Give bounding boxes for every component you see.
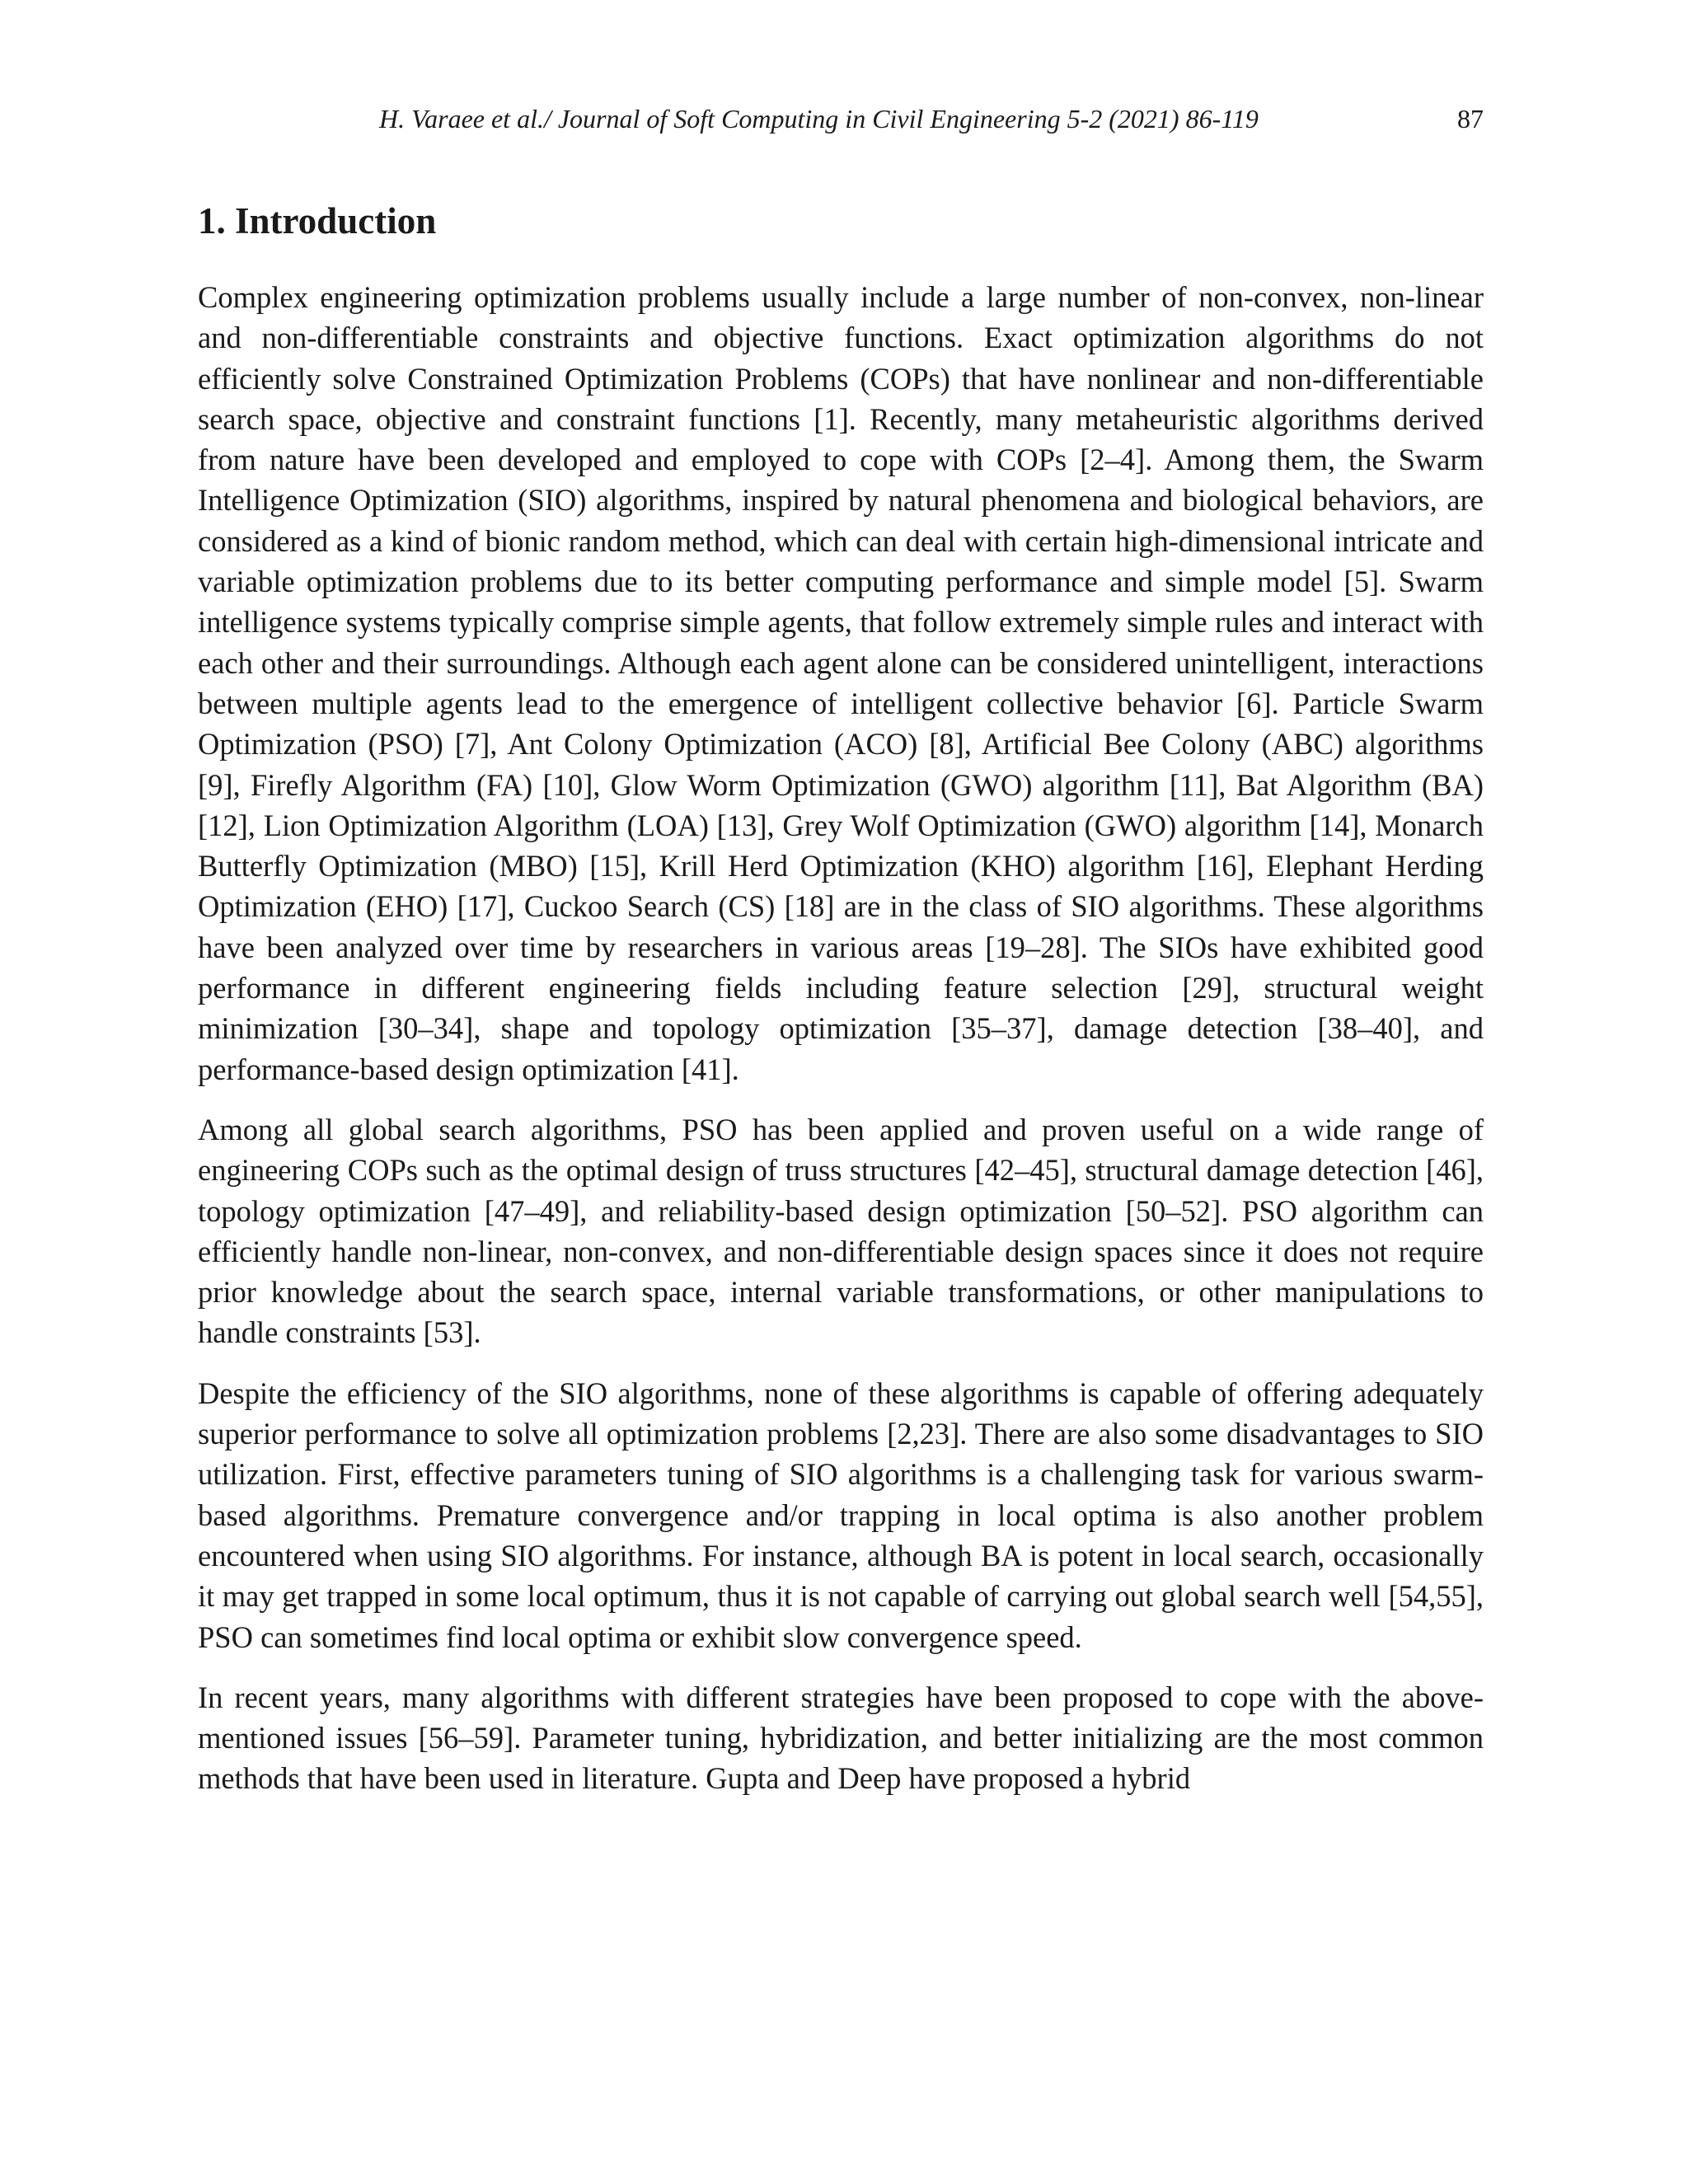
paragraph-3: Despite the efficiency of the SIO algorithms, none of these algorithms is capable of offering adequately superior performance to solve all optimization problems [2,23]. There are also some disadvantages to SIO utilization. First, effective parameters tuning of SIO algorithms is a challenging task for various swarm-based algorithms. Premature convergence and/or trapping in local optima is also another problem encountered when using SIO algorithms. For instance, although BA is potent in local search, occasionally it may get trapped in some local optimum, thus it is not capable of carrying out global search well [54,55], PSO can sometimes find local optima or exhibit slow convergence speed. — [198, 1376, 1484, 1654]
paragraph-1: Complex engineering optimization problems usually include a large number of non-convex, non-linear and non-differentiable constraints and objective functions. Exact optimization algorithms do not efficiently solve Constrained Optimization Problems (COPs) that have nonlinear and non-differentiable search space, objective and constraint functions [1]. Recently, many metaheuristic algorithms derived from nature have been developed and employed to cope with COPs [2–4]. Among them, the Swarm Intelligence Optimization (SIO) algorithms, inspired by natural phenomena and biological behaviors, are considered as a kind of bionic random method, which can deal with certain high-dimensional intricate and variable optimization problems due to its better computing performance and simple model [5]. Swarm intelligence systems typically comprise simple agents, that follow extremely simple rules and interact with each other and their surroundings. Although each agent alone can be considered unintelligent, interactions between multiple agents lead to the emergence of intelligent collective behavior [6]. Particle Swarm Optimization (PSO) [7], Ant Colony Optimization (ACO) [8], Artificial Bee Colony (ABC) algorithms [9], Firefly Algorithm (FA) [10], Glow Worm Optimization (GWO) algorithm [11], Bat Algorithm (BA) [12], Lion Optimization Algorithm (LOA) [13], Grey Wolf Optimization (GWO) algorithm [14], Monarch Butterfly Optimization (MBO) [15], Krill Herd Optimization (KHO) algorithm [16], Elephant Herding Optimization (EHO) [17], Cuckoo Search (CS) [18] are in the class of SIO algorithms. These algorithms have been analyzed over time by researchers in various areas [19–28]. The SIOs have exhibited good performance in different engineering fields including feature selection [29], structural weight minimization [30–34], shape and topology optimization [35–37], damage detection [38–40], and performance-based design optimization [41]. — [198, 280, 1484, 1086]
section-heading: 1. Introduction — [198, 200, 437, 241]
journal-citation: H. Varaee et al./ Journal of Soft Computing in Civil Engineering 5-2 (2021) 86-119 — [379, 104, 1259, 134]
running-header — [198, 97, 1484, 140]
paragraph-2: Among all global search algorithms, PSO has been applied and proven useful on a wide range of engineering COPs such as the optimal design of truss structures [42–45], structural damage detection [46], topology optimization [47–49], and reliability-based design optimization [50–52]. PSO algorithm can efficiently handle non-linear, non-convex, and non-differentiable design spaces since it does not require prior knowledge about the search space, internal variable transformations, or other manipulations to handle constraints [53]. — [198, 1112, 1484, 1350]
paragraph-4: In recent years, many algorithms with different strategies have been proposed to cope with the above-mentioned issues [56–59]. Parameter tuning, hybridization, and better initializing are the most common methods that have been used in literature. Gupta and Deep have proposed a hybrid — [198, 1680, 1484, 1796]
page-number: 87 — [1457, 104, 1484, 134]
body-text — [198, 277, 1484, 1819]
